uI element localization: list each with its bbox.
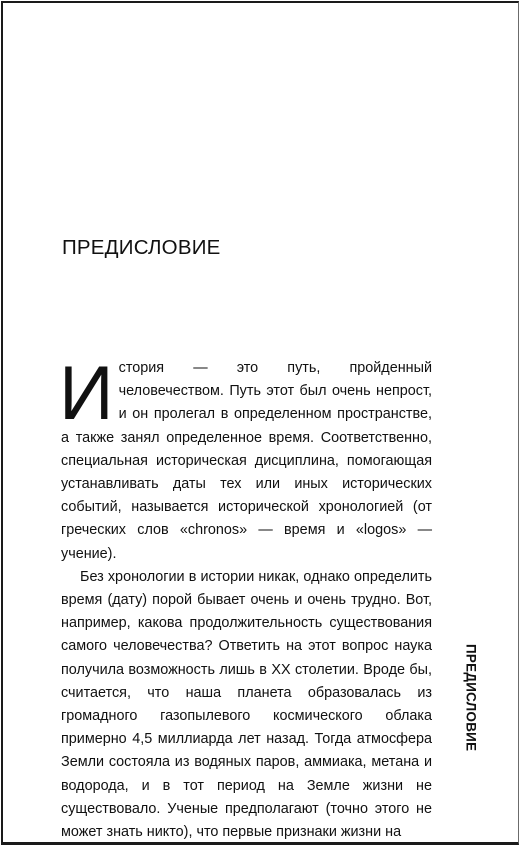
body-text: [59, 351, 432, 844]
paragraph-1: [59, 351, 432, 566]
paragraph-2: Без хронологии в истории никак, однако определить время (дату) порой бывает очень и очень трудно. Вот, например, какова продолжительность существования самого человечества? Ответить на этот вопрос наука получила возможность лишь в XX столетии. Вроде бы, считается, что наша планета образовалась из громадного газопылевого космического облака примерно 4,5 миллиарда лет назад. Тогда атмосфера Земли состояла из водяных паров, аммиака, метана и водорода, и в тот период на Земле жизни не существовало. Ученые предполагают (точно этого не может знать никто), что первые признаки жизни на: [61, 568, 432, 841]
chapter-heading: ПРЕДИСЛОВИЕ: [62, 236, 221, 259]
paragraph-1-text: стория — это путь, пройденный человечеством. Путь этот был очень непрост, и он пролегал в определенном пространстве, а также занял определенное время. Соответственно, специальная историческая дисциплина, помогающая устанавливать даты тех или иных исторических событий, называется исторической хронологией (от греческих слов «chronos» — время и «logos» — учение).: [61, 360, 432, 562]
running-head-tab: [460, 631, 482, 765]
drop-cap: И: [59, 351, 114, 436]
book-page: [1, 1, 519, 845]
running-head-label: ПРЕДИСЛОВИЕ: [463, 644, 479, 752]
